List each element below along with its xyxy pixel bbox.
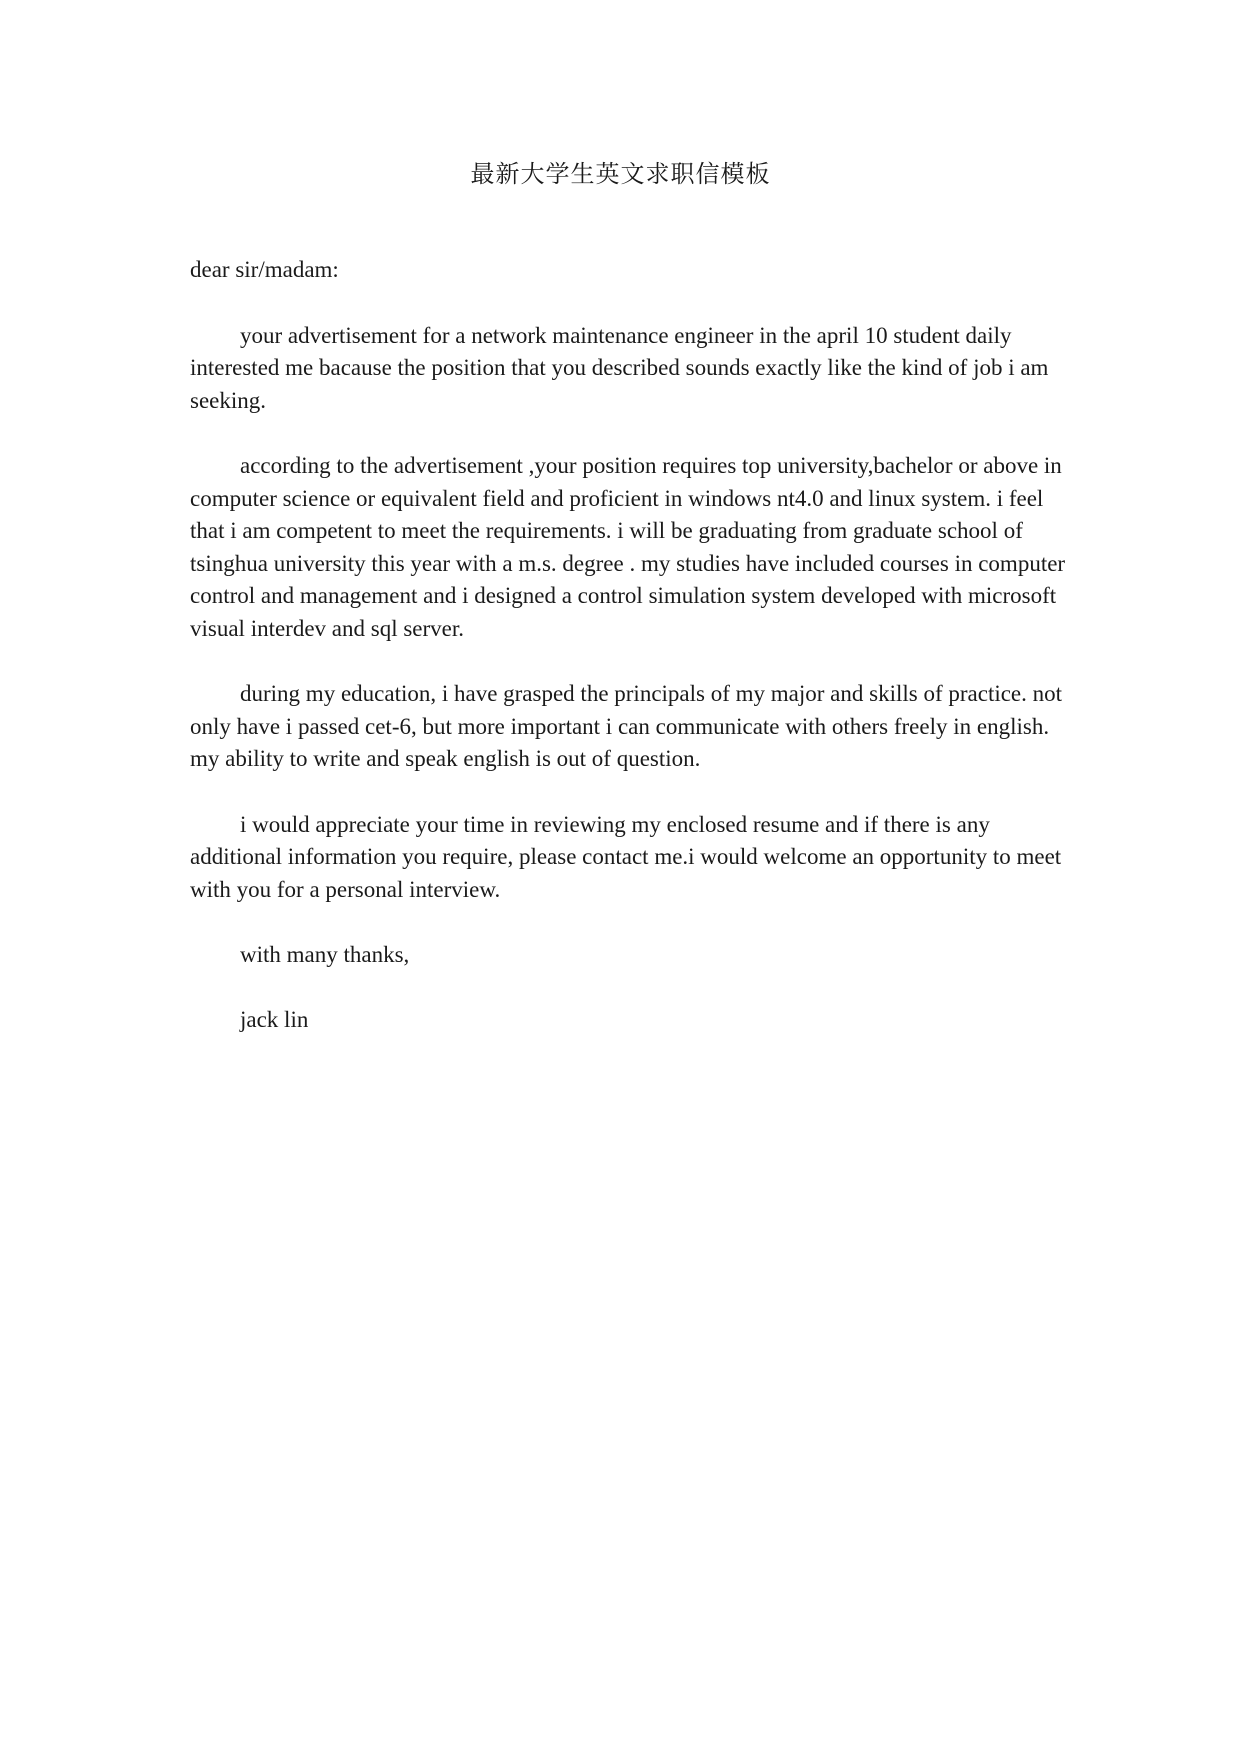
paragraph-education: during my education, i have grasped the principals of my major and skills of practice. not only have i passed cet-6, but more important i can communicate with others freely in english. my ability to write and speak english is out of question. xyxy=(190,681,1063,772)
paragraph-qualifications: according to the advertisement ,your position requires top university,bachelor or above in computer science or equivalent field and proficient in windows nt4.0 and linux system. i feel that i am competent to meet the requirements. i will be graduating from graduate school of tsinghua university this year with a m.s. degree . my studies have included courses in computer control and management and i designed a control simulation system developed with microsoft visual interdev and sql server. xyxy=(190,452,1066,641)
closing-line: with many thanks, xyxy=(240,941,410,967)
document-title: 最新大学生英文求职信模板 xyxy=(470,160,771,188)
signature: jack lin xyxy=(240,1007,309,1033)
salutation: dear sir/madam: xyxy=(190,257,339,282)
letter-body xyxy=(190,254,1070,1069)
paragraph-advertisement: your advertisement for a network maintenance engineer in the april 10 student daily interested me bacause the position that you described sounds exactly like the kind of job i am seeking. xyxy=(190,322,1049,413)
paragraph-closing-request: i would appreciate your time in reviewing my enclosed resume and if there is any additional information you require, please contact me.i would welcome an opportunity to meet with you for a personal interview. xyxy=(190,811,1062,902)
